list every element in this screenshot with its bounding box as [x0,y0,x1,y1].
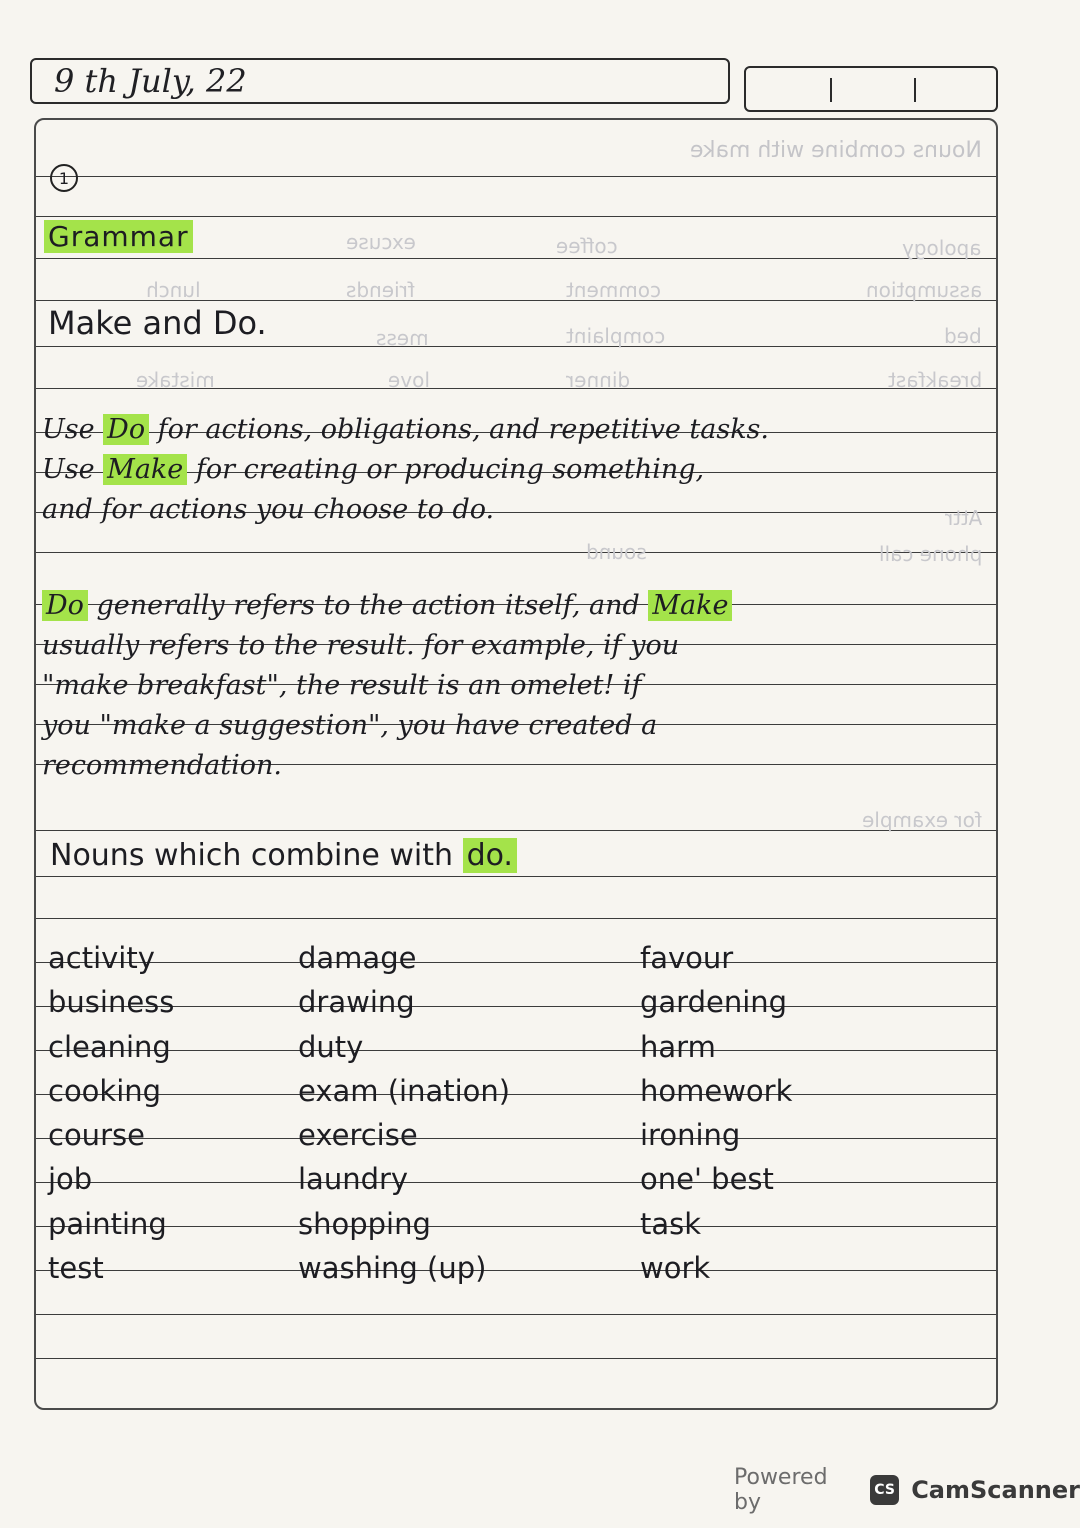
nouns-column-1 [48,936,174,1290]
camscanner-logo-icon: CS [870,1475,899,1505]
list-item: gardening [640,985,788,1020]
list-item: work [640,1251,711,1286]
list-item: activity [48,941,155,975]
show-through-word: breakfast [887,368,982,392]
ruled-line [36,830,996,831]
ruled-line [36,1094,996,1095]
nouns-column-3 [640,936,792,1290]
nouns-heading: Nouns which combine with do. [50,838,517,873]
list-item: exercise [298,1118,418,1153]
list-item: favour [640,941,734,975]
highlight-do: Do [42,590,88,621]
ruled-line [36,258,996,259]
topic-title: Make and Do. [48,304,267,342]
list-item: cleaning [48,1029,171,1064]
page-box-tick [830,78,832,102]
list-item: duty [298,1029,364,1064]
paragraph-line: you "make a suggestion", you have created a [42,710,658,741]
list-item: one' best [640,1162,774,1197]
grammar-heading [44,220,193,253]
show-through-word: excuse [346,230,416,254]
list-item: cooking [48,1073,162,1108]
list-item: drawing [298,985,415,1020]
show-through-word: love [388,368,430,392]
show-through-word: lunch [146,278,201,302]
show-through-word: complaint [566,324,666,348]
list-item: damage [298,941,417,975]
ruled-line [36,962,996,963]
ruled-line [36,1314,996,1315]
show-through-word: coffee [556,234,618,258]
show-through-word: friends [346,278,415,302]
highlight-do: do. [463,838,517,873]
show-through-word: comment [566,278,662,302]
ruled-line [36,1226,996,1227]
list-item: test [48,1251,104,1286]
show-through-word: for example [862,808,982,832]
show-through-word: phone call [878,542,982,566]
list-item: laundry [298,1162,409,1197]
show-through-word: dinner [566,368,631,392]
paragraph-line: recommendation. [42,750,282,781]
paragraph-line: Use Do for actions, obligations, and repetitive tasks. [42,414,769,445]
camscanner-brand: CamScanner [911,1476,1080,1504]
list-item: homework [640,1073,793,1108]
explanation-paragraph [42,586,992,786]
ruled-line [36,876,996,877]
notebook-page [34,118,998,1410]
powered-by-label: Powered by [734,1465,828,1515]
list-item: job [48,1162,93,1197]
list-item: shopping [298,1206,431,1241]
nouns-column-2 [298,936,510,1290]
show-through-word: Attr [944,506,982,530]
show-through-word: mistake [136,368,215,392]
rule-paragraph [42,410,992,530]
list-item: washing (up) [298,1251,487,1286]
ruled-line [36,346,996,347]
list-item: course [48,1118,145,1153]
show-through-word: apology [902,236,982,260]
show-through-title: Nouns combine with make [690,138,982,163]
ruled-line [36,216,996,217]
highlight-do: Do [103,414,149,445]
page-number-box [744,66,998,112]
show-through-word: bed [944,324,982,348]
ruled-line [36,1050,996,1051]
list-item: ironing [640,1118,741,1153]
ruled-line [36,1358,996,1359]
ruled-line [36,918,996,919]
list-item: task [640,1206,702,1241]
highlight-make: Make [648,590,732,621]
highlight-marker: Grammar [44,220,193,253]
highlight-make: Make [103,454,187,485]
list-item: business [48,985,175,1020]
paragraph-line: and for actions you choose to do. [42,494,495,525]
paragraph-line: Use Make for creating or producing something, [42,454,705,485]
paragraph-line: Do generally refers to the action itself, and Make [42,586,992,626]
section-number: 1 [50,164,78,192]
ruled-line [36,1138,996,1139]
paragraph-line: "make breakfast", the result is an omelet! if [42,670,642,701]
show-through-word: assumption [865,278,982,302]
list-item: painting [48,1206,167,1241]
list-item: harm [640,1029,716,1064]
date-box [30,58,730,104]
camscanner-watermark [734,1465,1080,1515]
show-through-word: mess [376,326,429,350]
ruled-line [36,552,996,553]
date-text: 9 th July, 22 [54,62,247,100]
list-item: exam (ination) [298,1073,511,1108]
ruled-line [36,1182,996,1183]
paragraph-line: usually refers to the result. for example, if you [42,630,680,661]
ruled-line [36,1270,996,1271]
ruled-line [36,1006,996,1007]
ruled-line [36,176,996,177]
show-through-word: sound [586,540,647,564]
page-box-tick [914,78,916,102]
